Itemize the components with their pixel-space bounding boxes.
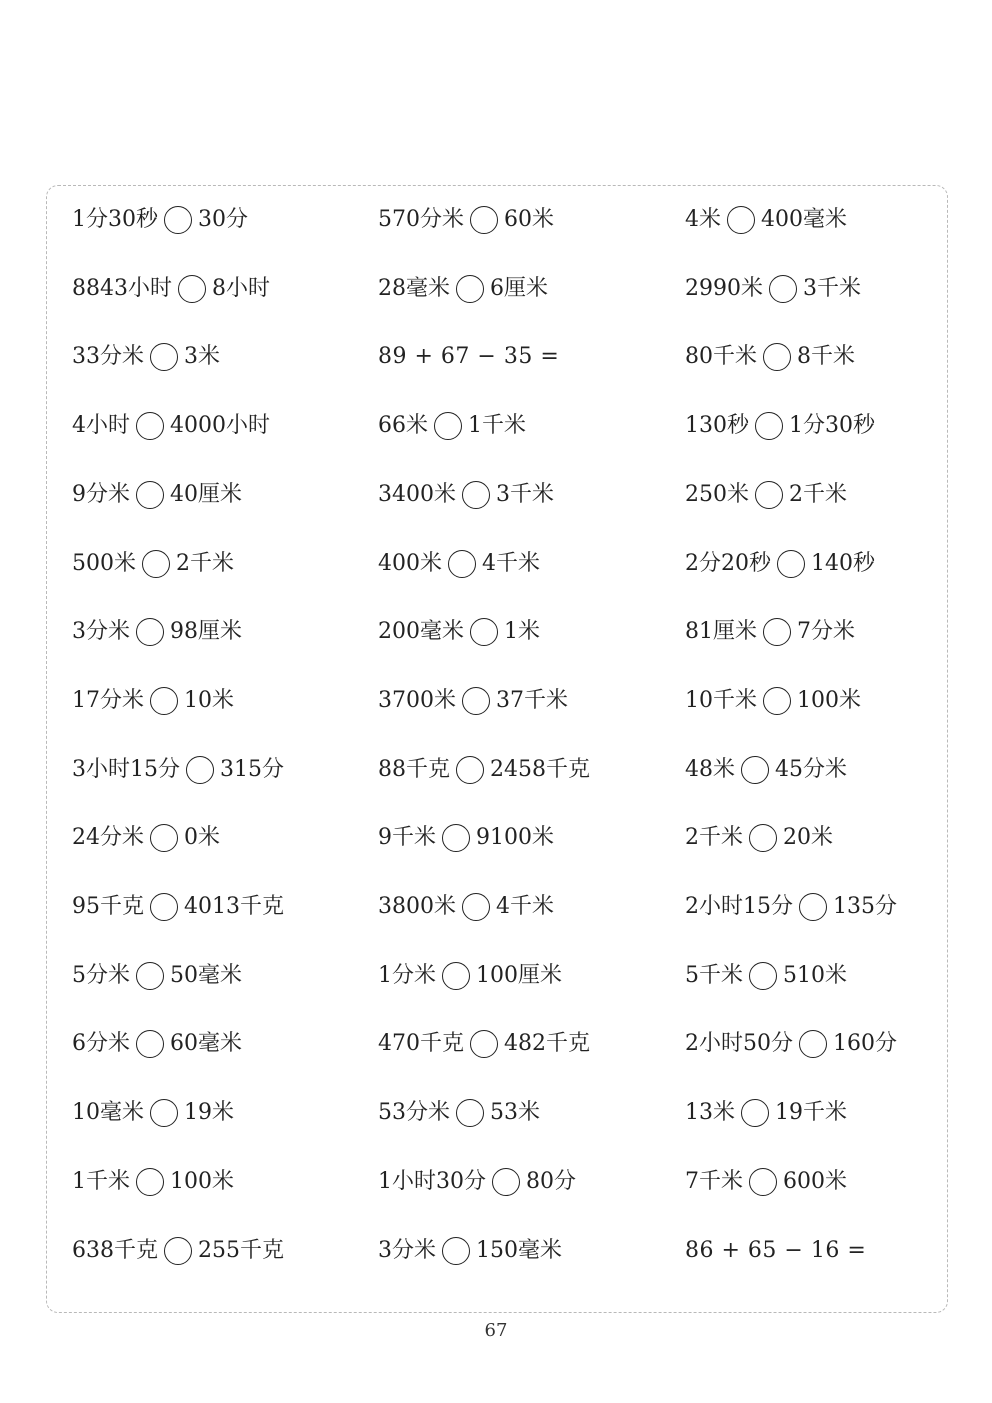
left-quantity: 400米 (378, 550, 442, 576)
comparison-problem (72, 818, 220, 858)
left-quantity: 500米 (72, 550, 136, 576)
answer-circle[interactable] (799, 893, 827, 921)
left-quantity: 2小时50分 (685, 1031, 793, 1057)
left-quantity: 5分米 (72, 962, 130, 988)
answer-circle[interactable] (456, 1099, 484, 1127)
left-quantity: 17分米 (72, 687, 144, 713)
answer-circle[interactable] (799, 1030, 827, 1058)
answer-circle[interactable] (749, 1168, 777, 1196)
answer-circle[interactable] (763, 687, 791, 715)
left-quantity: 3800米 (378, 894, 456, 919)
answer-circle[interactable] (136, 412, 164, 440)
left-quantity: 48米 (685, 756, 735, 782)
answer-circle[interactable] (462, 687, 490, 715)
answer-circle[interactable] (470, 1030, 498, 1058)
expression-text: 86 + 65 − 16 = (685, 1237, 867, 1263)
right-quantity: 37千米 (496, 687, 568, 713)
comparison-problem (685, 269, 861, 309)
comparison-problem (378, 887, 554, 927)
comparison-problem (72, 750, 284, 790)
right-quantity: 160分 (833, 1031, 897, 1057)
right-quantity: 315分 (220, 756, 284, 782)
right-quantity: 60米 (504, 207, 554, 232)
comparison-problem (378, 956, 562, 996)
arithmetic-problem (378, 337, 559, 377)
right-quantity: 50毫米 (170, 962, 242, 988)
comparison-problem (378, 475, 554, 515)
right-quantity: 100米 (797, 687, 861, 713)
answer-circle[interactable] (763, 618, 791, 646)
problem-row (47, 200, 947, 240)
answer-circle[interactable] (164, 1237, 192, 1265)
answer-circle[interactable] (755, 412, 783, 440)
comparison-problem (378, 818, 554, 858)
answer-circle[interactable] (470, 206, 498, 234)
comparison-problem (378, 406, 526, 446)
comparison-problem (685, 200, 847, 240)
comparison-problem (72, 200, 248, 240)
right-quantity: 2千米 (176, 550, 234, 576)
right-quantity: 4千米 (482, 550, 540, 576)
answer-circle[interactable] (136, 1168, 164, 1196)
comparison-problem (72, 475, 242, 515)
answer-circle[interactable] (150, 1099, 178, 1127)
comparison-problem (72, 1024, 242, 1064)
answer-circle[interactable] (142, 550, 170, 578)
problem-row (47, 1231, 947, 1271)
left-quantity: 470千克 (378, 1031, 464, 1057)
right-quantity: 0米 (184, 825, 220, 851)
left-quantity: 3400米 (378, 481, 456, 507)
problem-row (47, 1093, 947, 1133)
answer-circle[interactable] (164, 206, 192, 234)
right-quantity: 400毫米 (761, 207, 847, 232)
problem-row (47, 544, 947, 584)
comparison-problem (72, 1231, 284, 1271)
left-quantity: 3700米 (378, 687, 456, 713)
left-quantity: 80千米 (685, 344, 757, 370)
comparison-problem (685, 337, 855, 377)
answer-circle[interactable] (136, 481, 164, 509)
right-quantity: 100厘米 (476, 962, 562, 988)
right-quantity: 3千米 (803, 275, 861, 301)
left-quantity: 9千米 (378, 825, 436, 851)
left-quantity: 10毫米 (72, 1100, 144, 1126)
comparison-problem (378, 750, 590, 790)
comparison-problem (685, 406, 875, 446)
left-quantity: 28毫米 (378, 275, 450, 301)
right-quantity: 4千米 (496, 894, 554, 919)
answer-circle[interactable] (442, 962, 470, 990)
left-quantity: 66米 (378, 413, 428, 439)
answer-circle[interactable] (727, 206, 755, 234)
answer-circle[interactable] (763, 343, 791, 371)
left-quantity: 33分米 (72, 344, 144, 370)
answer-circle[interactable] (186, 756, 214, 784)
right-quantity: 45分米 (775, 756, 847, 782)
right-quantity: 20米 (783, 825, 833, 851)
problem-row (47, 956, 947, 996)
right-quantity: 140秒 (811, 550, 875, 576)
comparison-problem (685, 475, 847, 515)
right-quantity: 30分 (198, 207, 248, 232)
left-quantity: 250米 (685, 481, 749, 507)
comparison-problem (72, 1162, 234, 1202)
comparison-problem (685, 681, 861, 721)
right-quantity: 3米 (184, 344, 220, 370)
comparison-problem (72, 612, 242, 652)
comparison-problem (72, 337, 220, 377)
comparison-problem (685, 750, 847, 790)
right-quantity: 510米 (783, 962, 847, 988)
answer-circle[interactable] (492, 1168, 520, 1196)
left-quantity: 4小时 (72, 413, 130, 439)
left-quantity: 200毫米 (378, 619, 464, 645)
right-quantity: 1分30秒 (789, 413, 875, 439)
left-quantity: 638千克 (72, 1237, 158, 1263)
right-quantity: 80分 (526, 1168, 576, 1194)
left-quantity: 10千米 (685, 687, 757, 713)
left-quantity: 1分30秒 (72, 207, 158, 232)
answer-circle[interactable] (136, 1030, 164, 1058)
right-quantity: 6厘米 (490, 275, 548, 301)
comparison-problem (378, 612, 540, 652)
problem-row (47, 887, 947, 927)
answer-circle[interactable] (769, 275, 797, 303)
left-quantity: 3小时15分 (72, 756, 180, 782)
left-quantity: 2千米 (685, 825, 743, 851)
comparison-problem (72, 544, 234, 584)
answer-circle[interactable] (136, 962, 164, 990)
right-quantity: 1米 (504, 619, 540, 645)
comparison-problem (72, 956, 242, 996)
problem-row (47, 337, 947, 377)
right-quantity: 40厘米 (170, 481, 242, 507)
problem-row (47, 750, 947, 790)
problem-row (47, 475, 947, 515)
left-quantity: 1分米 (378, 962, 436, 988)
problem-row (47, 269, 947, 309)
comparison-problem (685, 544, 875, 584)
right-quantity: 60毫米 (170, 1031, 242, 1057)
comparison-problem (378, 269, 548, 309)
left-quantity: 95千克 (72, 894, 144, 919)
comparison-problem (378, 200, 554, 240)
comparison-problem (378, 1162, 576, 1202)
left-quantity: 6分米 (72, 1031, 130, 1057)
comparison-problem (72, 269, 270, 309)
problem-row (47, 1162, 947, 1202)
left-quantity: 24分米 (72, 825, 144, 851)
comparison-problem (685, 956, 847, 996)
right-quantity: 2458千克 (490, 756, 590, 782)
right-quantity: 100米 (170, 1168, 234, 1194)
problem-row (47, 681, 947, 721)
left-quantity: 2分20秒 (685, 550, 771, 576)
right-quantity: 150毫米 (476, 1237, 562, 1263)
right-quantity: 2千米 (789, 481, 847, 507)
comparison-problem (685, 1024, 897, 1064)
answer-circle[interactable] (456, 756, 484, 784)
right-quantity: 1千米 (468, 413, 526, 439)
left-quantity: 13米 (685, 1100, 735, 1126)
left-quantity: 3分米 (72, 619, 130, 645)
left-quantity: 4米 (685, 207, 721, 232)
page-number: 67 (484, 1320, 508, 1341)
right-quantity: 135分 (833, 894, 897, 919)
left-quantity: 5千米 (685, 962, 743, 988)
left-quantity: 1小时30分 (378, 1168, 486, 1194)
comparison-problem (685, 818, 833, 858)
right-quantity: 10米 (184, 687, 234, 713)
answer-circle[interactable] (749, 962, 777, 990)
left-quantity: 8843小时 (72, 275, 172, 301)
left-quantity: 130秒 (685, 413, 749, 439)
expression-text: 89 + 67 − 35 = (378, 344, 560, 370)
comparison-problem (378, 1024, 590, 1064)
answer-circle[interactable] (741, 1099, 769, 1127)
comparison-problem (72, 406, 270, 446)
left-quantity: 9分米 (72, 481, 130, 507)
comparison-problem (685, 612, 855, 652)
problem-row (47, 612, 947, 652)
comparison-problem (72, 681, 234, 721)
answer-circle[interactable] (777, 550, 805, 578)
answer-circle[interactable] (470, 618, 498, 646)
right-quantity: 4013千克 (184, 894, 284, 919)
right-quantity: 482千克 (504, 1031, 590, 1057)
left-quantity: 7千米 (685, 1168, 743, 1194)
comparison-problem (685, 887, 897, 927)
left-quantity: 81厘米 (685, 619, 757, 645)
answer-circle[interactable] (150, 824, 178, 852)
right-quantity: 98厘米 (170, 619, 242, 645)
comparison-problem (378, 544, 540, 584)
right-quantity: 3千米 (496, 481, 554, 507)
comparison-problem (685, 1093, 847, 1133)
answer-circle[interactable] (150, 343, 178, 371)
comparison-problem (378, 1231, 562, 1271)
problem-row (47, 406, 947, 446)
problem-row (47, 1024, 947, 1064)
right-quantity: 7分米 (797, 619, 855, 645)
right-quantity: 4000小时 (170, 413, 270, 439)
comparison-problem (685, 1162, 847, 1202)
answer-circle[interactable] (755, 481, 783, 509)
answer-circle[interactable] (448, 550, 476, 578)
worksheet-box (46, 185, 948, 1313)
comparison-problem (378, 1093, 540, 1133)
right-quantity: 8小时 (212, 275, 270, 301)
right-quantity: 600米 (783, 1168, 847, 1194)
answer-circle[interactable] (456, 275, 484, 303)
answer-circle[interactable] (150, 893, 178, 921)
comparison-problem (72, 887, 284, 927)
left-quantity: 570分米 (378, 207, 464, 232)
answer-circle[interactable] (178, 275, 206, 303)
right-quantity: 9100米 (476, 825, 554, 851)
answer-circle[interactable] (136, 618, 164, 646)
answer-circle[interactable] (741, 756, 769, 784)
problem-row (47, 818, 947, 858)
answer-circle[interactable] (150, 687, 178, 715)
left-quantity: 2小时15分 (685, 894, 793, 919)
answer-circle[interactable] (434, 412, 462, 440)
answer-circle[interactable] (462, 893, 490, 921)
right-quantity: 53米 (490, 1100, 540, 1126)
left-quantity: 1千米 (72, 1168, 130, 1194)
answer-circle[interactable] (442, 824, 470, 852)
right-quantity: 19米 (184, 1100, 234, 1126)
arithmetic-problem (685, 1231, 866, 1271)
comparison-problem (378, 681, 568, 721)
left-quantity: 2990米 (685, 275, 763, 301)
answer-circle[interactable] (462, 481, 490, 509)
left-quantity: 88千克 (378, 756, 450, 782)
left-quantity: 3分米 (378, 1237, 436, 1263)
right-quantity: 19千米 (775, 1100, 847, 1126)
answer-circle[interactable] (749, 824, 777, 852)
left-quantity: 53分米 (378, 1100, 450, 1126)
right-quantity: 255千克 (198, 1237, 284, 1263)
answer-circle[interactable] (442, 1237, 470, 1265)
comparison-problem (72, 1093, 234, 1133)
right-quantity: 8千米 (797, 344, 855, 370)
